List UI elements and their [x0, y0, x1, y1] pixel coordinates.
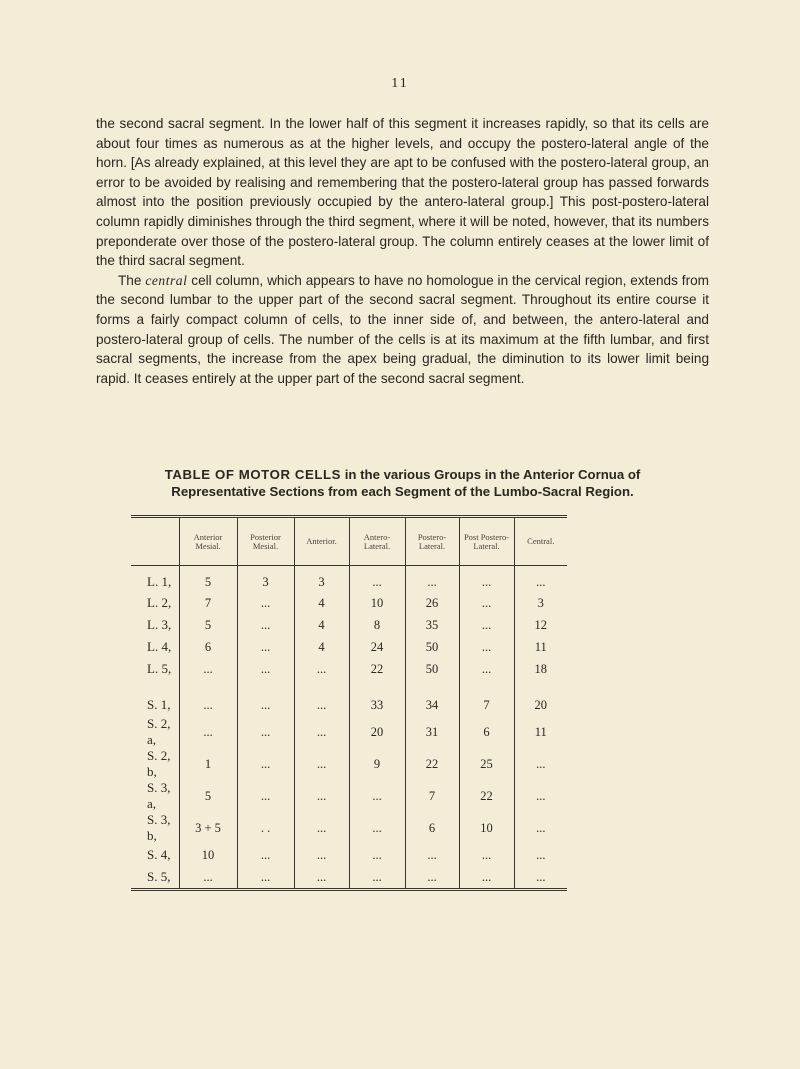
header-post-postero-lateral: Post Postero-Lateral. — [459, 517, 514, 566]
cell-antero-lateral: ... — [349, 812, 405, 844]
cell-antero-lateral: 9 — [349, 748, 405, 780]
cell-central: 3 — [514, 592, 567, 614]
cell-antero-lateral: ... — [349, 566, 405, 593]
cell-anterior: 4 — [294, 592, 349, 614]
cell-post-postero-lateral: ... — [459, 592, 514, 614]
spacer-cell — [405, 680, 459, 694]
spacer-cell — [237, 680, 294, 694]
cell-post-postero-lateral: ... — [459, 636, 514, 658]
table-title-rest: in the various Groups in the Anterior Cornua of — [344, 467, 641, 482]
cell-post-postero-lateral: 10 — [459, 812, 514, 844]
cell-anterior-mesial: 7 — [179, 592, 237, 614]
table-header-row — [131, 517, 567, 566]
cell-postero-lateral: 34 — [405, 694, 459, 716]
cell-anterior-mesial: 10 — [179, 844, 237, 866]
cell-central: ... — [514, 866, 567, 890]
paragraph-2 — [96, 271, 709, 389]
cell-antero-lateral: 22 — [349, 658, 405, 680]
cell-posterior-mesial: . . — [237, 812, 294, 844]
table-row — [131, 636, 567, 658]
cell-central: ... — [514, 566, 567, 593]
cell-anterior: 3 — [294, 566, 349, 593]
table-spacer-row — [131, 680, 567, 694]
cell-post-postero-lateral: 22 — [459, 780, 514, 812]
cell-post-postero-lateral: ... — [459, 658, 514, 680]
cell-postero-lateral: 7 — [405, 780, 459, 812]
spacer-cell — [514, 680, 567, 694]
cell-posterior-mesial: ... — [237, 636, 294, 658]
cell-segment: S. 5, — [147, 869, 171, 884]
cell-postero-lateral: 50 — [405, 636, 459, 658]
spacer-cell — [349, 680, 405, 694]
table-body — [131, 566, 567, 890]
spacer-cell — [131, 680, 179, 694]
paragraph-2-italic-term: central — [145, 272, 188, 288]
cell-antero-lateral: ... — [349, 844, 405, 866]
cell-anterior-mesial: 5 — [179, 780, 237, 812]
cell-postero-lateral: ... — [405, 866, 459, 890]
cell-antero-lateral: 8 — [349, 614, 405, 636]
cell-anterior: ... — [294, 866, 349, 890]
cell-segment: S. 4, — [147, 847, 171, 862]
cell-central: ... — [514, 748, 567, 780]
cell-post-postero-lateral: 6 — [459, 716, 514, 748]
cell-post-postero-lateral: ... — [459, 844, 514, 866]
cell-post-postero-lateral: ... — [459, 566, 514, 593]
body-text — [96, 114, 709, 388]
cell-segment: L. 5, — [147, 661, 172, 676]
cell-post-postero-lateral: ... — [459, 866, 514, 890]
cell-anterior-mesial: 3 + 5 — [179, 812, 237, 844]
cell-postero-lateral: 26 — [405, 592, 459, 614]
table-title — [96, 466, 709, 500]
cell-anterior-mesial: ... — [179, 866, 237, 890]
cell-anterior: 4 — [294, 636, 349, 658]
cell-postero-lateral: 50 — [405, 658, 459, 680]
cell-posterior-mesial: ... — [237, 866, 294, 890]
cell-antero-lateral: 10 — [349, 592, 405, 614]
cell-antero-lateral: 33 — [349, 694, 405, 716]
header-segment — [131, 517, 179, 566]
cell-anterior-mesial: ... — [179, 716, 237, 748]
cell-anterior-mesial: 5 — [179, 614, 237, 636]
table-row — [131, 844, 567, 866]
cell-postero-lateral: ... — [405, 844, 459, 866]
cell-postero-lateral: ... — [405, 566, 459, 593]
cell-anterior: ... — [294, 780, 349, 812]
cell-post-postero-lateral: 25 — [459, 748, 514, 780]
cell-anterior-mesial: 6 — [179, 636, 237, 658]
cell-posterior-mesial: 3 — [237, 566, 294, 593]
cell-segment: S. 3, a, — [147, 780, 171, 811]
cell-antero-lateral: 24 — [349, 636, 405, 658]
table-row — [131, 780, 567, 812]
cell-posterior-mesial: ... — [237, 780, 294, 812]
cell-anterior-mesial: 5 — [179, 566, 237, 593]
spacer-cell — [459, 680, 514, 694]
cell-segment: L. 4, — [147, 639, 172, 654]
cell-postero-lateral: 6 — [405, 812, 459, 844]
cell-central: 20 — [514, 694, 567, 716]
cell-anterior: ... — [294, 658, 349, 680]
table-title-caps: TABLE OF MOTOR CELLS — [164, 467, 342, 482]
cell-posterior-mesial: ... — [237, 592, 294, 614]
cell-central: ... — [514, 844, 567, 866]
cell-anterior: ... — [294, 694, 349, 716]
cell-segment: L. 3, — [147, 617, 172, 632]
page-number: 11 — [391, 76, 409, 91]
motor-cells-table — [131, 515, 567, 891]
spacer-cell — [179, 680, 237, 694]
table-row — [131, 614, 567, 636]
paragraph-1: the second sacral segment. In the lower half of this segment it increases rapidly, so that its cells are about four times as numerous as at the higher levels, and occupy the postero-lateral angle of the horn. [As already explained, at this level they are apt to be confused with the postero-lateral group, an error to be avoided by realising and remembering that the postero-lateral group has passed forwards almost into the position previously occupied by the antero-lateral group.] This post-postero-lateral column rapidly diminishes through the third segment, where it will be noted, however, that its numbers preponderate over those of the postero-lateral group. The column entirely ceases at the lower limit of the third sacral segment. — [96, 116, 709, 269]
cell-anterior: ... — [294, 716, 349, 748]
header-antero-lateral: Antero-Lateral. — [349, 517, 405, 566]
table-row — [131, 716, 567, 748]
cell-posterior-mesial: ... — [237, 716, 294, 748]
cell-central: ... — [514, 812, 567, 844]
header-postero-lateral: Postero-Lateral. — [405, 517, 459, 566]
cell-posterior-mesial: ... — [237, 844, 294, 866]
table-row — [131, 566, 567, 593]
cell-anterior-mesial: ... — [179, 694, 237, 716]
cell-post-postero-lateral: 7 — [459, 694, 514, 716]
table-row — [131, 748, 567, 780]
cell-antero-lateral: ... — [349, 780, 405, 812]
table-title-line2: Representative Sections from each Segment of the Lumbo-Sacral Region. — [171, 484, 634, 499]
cell-segment: S. 1, — [147, 697, 171, 712]
cell-central: 18 — [514, 658, 567, 680]
cell-segment: S. 3, b, — [147, 812, 171, 843]
header-central: Central. — [514, 517, 567, 566]
cell-postero-lateral: 31 — [405, 716, 459, 748]
table-row — [131, 866, 567, 890]
cell-central: 11 — [514, 716, 567, 748]
cell-segment: L. 2, — [147, 595, 172, 610]
cell-central: 11 — [514, 636, 567, 658]
cell-posterior-mesial: ... — [237, 748, 294, 780]
cell-anterior: ... — [294, 844, 349, 866]
cell-posterior-mesial: ... — [237, 694, 294, 716]
header-anterior-mesial: Anterior Mesial. — [179, 517, 237, 566]
header-anterior: Anterior. — [294, 517, 349, 566]
cell-antero-lateral: 20 — [349, 716, 405, 748]
cell-segment: S. 2, a, — [147, 716, 171, 747]
table-row — [131, 658, 567, 680]
cell-posterior-mesial: ... — [237, 658, 294, 680]
cell-postero-lateral: 35 — [405, 614, 459, 636]
cell-central: ... — [514, 780, 567, 812]
paragraph-2-rest: cell column, which appears to have no homologue in the cervical region, extends from the second lumbar to the upper part of the second sacral segment. Throughout its entire course it forms a fairly compact column of cells, to the inner side of, and between, the antero-lateral and postero-lateral group of cells. The number of the cells is at its maximum at the fifth lumbar, and first sacral segments, the increase from the apex being gradual, the diminution to its lower limit being rapid. It ceases entirely at the upper part of the second sacral segment. — [96, 272, 709, 386]
table-row — [131, 812, 567, 844]
table-row — [131, 592, 567, 614]
cell-postero-lateral: 22 — [405, 748, 459, 780]
cell-anterior: ... — [294, 748, 349, 780]
cell-anterior-mesial: ... — [179, 658, 237, 680]
table-row — [131, 694, 567, 716]
cell-anterior: ... — [294, 812, 349, 844]
cell-antero-lateral: ... — [349, 866, 405, 890]
spacer-cell — [294, 680, 349, 694]
cell-anterior: 4 — [294, 614, 349, 636]
paragraph-2-lead: The — [118, 272, 142, 288]
cell-central: 12 — [514, 614, 567, 636]
cell-post-postero-lateral: ... — [459, 614, 514, 636]
header-posterior-mesial: Posterior Mesial. — [237, 517, 294, 566]
cell-posterior-mesial: ... — [237, 614, 294, 636]
cell-segment: S. 2, b, — [147, 748, 171, 779]
cell-segment: L. 1, — [147, 574, 172, 589]
cell-anterior-mesial: 1 — [179, 748, 237, 780]
